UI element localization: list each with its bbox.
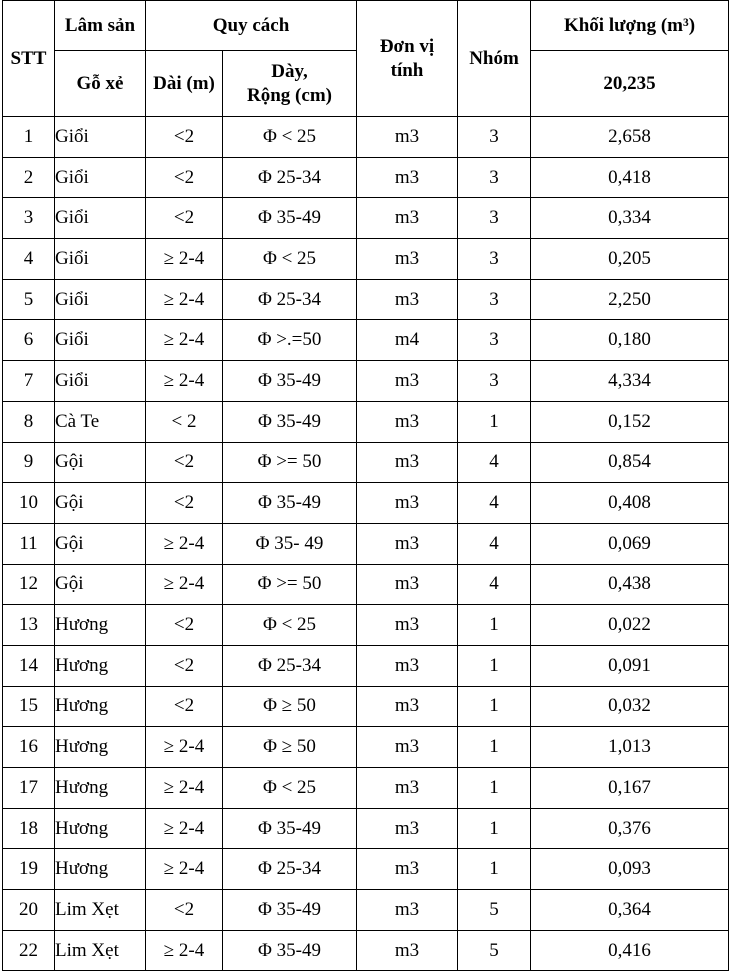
- cell-group: 1: [458, 605, 531, 646]
- header-khoi-luong: Khối lượng (m³): [531, 1, 729, 51]
- cell-group: 3: [458, 239, 531, 280]
- cell-volume: 0,152: [531, 401, 729, 442]
- cell-diameter: Φ 35- 49: [223, 523, 357, 564]
- cell-length: <2: [146, 442, 223, 483]
- cell-diameter: Φ 25-34: [223, 279, 357, 320]
- cell-unit: m3: [357, 564, 458, 605]
- cell-diameter: Φ 35-49: [223, 930, 357, 971]
- cell-diameter: Φ 35-49: [223, 198, 357, 239]
- table-row: [3, 483, 729, 524]
- cell-timber-name: Lim Xẹt: [55, 890, 146, 931]
- cell-volume: 0,167: [531, 768, 729, 809]
- cell-unit: m3: [357, 645, 458, 686]
- table-row: [3, 727, 729, 768]
- cell-diameter: Φ 35-49: [223, 361, 357, 402]
- cell-stt: 16: [3, 727, 55, 768]
- cell-length: ≥ 2-4: [146, 808, 223, 849]
- cell-timber-name: Giổi: [55, 279, 146, 320]
- cell-group: 3: [458, 198, 531, 239]
- header-don-vi-line1: Đơn vị: [379, 35, 435, 57]
- cell-unit: m3: [357, 768, 458, 809]
- cell-length: ≥ 2-4: [146, 239, 223, 280]
- table-row: [3, 361, 729, 402]
- cell-length: < 2: [146, 401, 223, 442]
- cell-length: <2: [146, 483, 223, 524]
- table-row: [3, 645, 729, 686]
- cell-diameter: Φ 25-34: [223, 157, 357, 198]
- cell-volume: 2,658: [531, 117, 729, 158]
- cell-stt: 13: [3, 605, 55, 646]
- cell-group: 5: [458, 890, 531, 931]
- cell-stt: 18: [3, 808, 55, 849]
- cell-stt: 2: [3, 157, 55, 198]
- cell-length: <2: [146, 890, 223, 931]
- cell-stt: 8: [3, 401, 55, 442]
- cell-volume: 0,854: [531, 442, 729, 483]
- cell-volume: 2,250: [531, 279, 729, 320]
- cell-unit: m3: [357, 442, 458, 483]
- cell-unit: m3: [357, 239, 458, 280]
- table-row: [3, 849, 729, 890]
- cell-length: ≥ 2-4: [146, 320, 223, 361]
- cell-volume: 0,032: [531, 686, 729, 727]
- cell-unit: m3: [357, 727, 458, 768]
- cell-group: 1: [458, 768, 531, 809]
- table-row: [3, 117, 729, 158]
- cell-diameter: Φ 35-49: [223, 808, 357, 849]
- cell-diameter: Φ ≥ 50: [223, 686, 357, 727]
- cell-group: 1: [458, 686, 531, 727]
- cell-length: <2: [146, 686, 223, 727]
- cell-unit: m3: [357, 483, 458, 524]
- timber-volume-table: [2, 0, 729, 971]
- cell-group: 4: [458, 523, 531, 564]
- cell-group: 3: [458, 157, 531, 198]
- cell-timber-name: Gội: [55, 442, 146, 483]
- table-row: [3, 198, 729, 239]
- cell-diameter: Φ 25-34: [223, 849, 357, 890]
- cell-stt: 9: [3, 442, 55, 483]
- cell-unit: m3: [357, 198, 458, 239]
- cell-group: 5: [458, 930, 531, 971]
- cell-stt: 11: [3, 523, 55, 564]
- cell-volume: 0,416: [531, 930, 729, 971]
- cell-volume: 0,022: [531, 605, 729, 646]
- cell-diameter: Φ < 25: [223, 768, 357, 809]
- cell-diameter: Φ >.=50: [223, 320, 357, 361]
- table-row: [3, 401, 729, 442]
- header-total-volume: 20,235: [531, 51, 729, 117]
- cell-group: 3: [458, 117, 531, 158]
- cell-volume: 0,180: [531, 320, 729, 361]
- cell-diameter: Φ 35-49: [223, 483, 357, 524]
- cell-group: 3: [458, 320, 531, 361]
- header-day-line2: Rộng (cm): [247, 84, 332, 106]
- cell-group: 4: [458, 442, 531, 483]
- cell-length: <2: [146, 645, 223, 686]
- cell-volume: 0,093: [531, 849, 729, 890]
- cell-group: 1: [458, 849, 531, 890]
- header-lam-san: Lâm sản: [55, 1, 146, 51]
- cell-volume: 4,334: [531, 361, 729, 402]
- cell-stt: 5: [3, 279, 55, 320]
- cell-volume: 0,418: [531, 157, 729, 198]
- cell-stt: 4: [3, 239, 55, 280]
- cell-length: ≥ 2-4: [146, 849, 223, 890]
- cell-timber-name: Giổi: [55, 117, 146, 158]
- cell-timber-name: Hương: [55, 605, 146, 646]
- cell-volume: 1,013: [531, 727, 729, 768]
- header-don-vi-tinh: [357, 1, 458, 117]
- table-body: [3, 117, 729, 971]
- cell-stt: 17: [3, 768, 55, 809]
- cell-group: 1: [458, 808, 531, 849]
- table-row: [3, 157, 729, 198]
- cell-length: ≥ 2-4: [146, 564, 223, 605]
- cell-length: <2: [146, 157, 223, 198]
- cell-group: 3: [458, 279, 531, 320]
- cell-diameter: Φ 35-49: [223, 401, 357, 442]
- header-row-1: [3, 1, 729, 51]
- cell-timber-name: Giổi: [55, 239, 146, 280]
- cell-timber-name: Gội: [55, 483, 146, 524]
- cell-diameter: Φ >= 50: [223, 564, 357, 605]
- cell-diameter: Φ 35-49: [223, 890, 357, 931]
- cell-stt: 14: [3, 645, 55, 686]
- table-row: [3, 768, 729, 809]
- cell-timber-name: Giổi: [55, 157, 146, 198]
- cell-stt: 1: [3, 117, 55, 158]
- cell-timber-name: Gội: [55, 564, 146, 605]
- cell-stt: 6: [3, 320, 55, 361]
- cell-length: <2: [146, 198, 223, 239]
- header-day-rong: [223, 51, 357, 117]
- header-dai: Dài (m): [146, 51, 223, 117]
- cell-timber-name: Hương: [55, 768, 146, 809]
- table-row: [3, 523, 729, 564]
- table-row: [3, 279, 729, 320]
- table-row: [3, 564, 729, 605]
- cell-timber-name: Hương: [55, 849, 146, 890]
- cell-stt: 10: [3, 483, 55, 524]
- cell-unit: m3: [357, 401, 458, 442]
- header-quy-cach: Quy cách: [146, 1, 357, 51]
- cell-length: ≥ 2-4: [146, 523, 223, 564]
- cell-volume: 0,438: [531, 564, 729, 605]
- cell-unit: m3: [357, 686, 458, 727]
- cell-length: ≥ 2-4: [146, 279, 223, 320]
- header-go-xe: Gỗ xẻ: [55, 51, 146, 117]
- table-row: [3, 890, 729, 931]
- cell-volume: 0,091: [531, 645, 729, 686]
- table-row: [3, 605, 729, 646]
- cell-unit: m3: [357, 157, 458, 198]
- cell-length: ≥ 2-4: [146, 930, 223, 971]
- cell-unit: m3: [357, 930, 458, 971]
- cell-length: <2: [146, 605, 223, 646]
- cell-diameter: Φ < 25: [223, 239, 357, 280]
- cell-group: 1: [458, 645, 531, 686]
- cell-timber-name: Giổi: [55, 198, 146, 239]
- cell-length: ≥ 2-4: [146, 361, 223, 402]
- cell-timber-name: Giổi: [55, 361, 146, 402]
- table-row: [3, 930, 729, 971]
- cell-timber-name: Cà Te: [55, 401, 146, 442]
- cell-timber-name: Hương: [55, 645, 146, 686]
- cell-diameter: Φ < 25: [223, 117, 357, 158]
- cell-timber-name: Hương: [55, 808, 146, 849]
- cell-unit: m3: [357, 605, 458, 646]
- cell-group: 4: [458, 564, 531, 605]
- cell-group: 4: [458, 483, 531, 524]
- cell-stt: 15: [3, 686, 55, 727]
- cell-unit: m3: [357, 117, 458, 158]
- cell-length: <2: [146, 117, 223, 158]
- table-row: [3, 686, 729, 727]
- cell-stt: 3: [3, 198, 55, 239]
- cell-stt: 20: [3, 890, 55, 931]
- cell-stt: 12: [3, 564, 55, 605]
- cell-timber-name: Lim Xẹt: [55, 930, 146, 971]
- table-row: [3, 320, 729, 361]
- cell-timber-name: Hương: [55, 686, 146, 727]
- header-don-vi-line2: tính: [390, 59, 424, 81]
- cell-group: 3: [458, 361, 531, 402]
- cell-unit: m3: [357, 890, 458, 931]
- cell-stt: 19: [3, 849, 55, 890]
- cell-diameter: Φ >= 50: [223, 442, 357, 483]
- cell-length: ≥ 2-4: [146, 768, 223, 809]
- table-row: [3, 808, 729, 849]
- cell-diameter: Φ 25-34: [223, 645, 357, 686]
- cell-group: 1: [458, 401, 531, 442]
- cell-stt: 7: [3, 361, 55, 402]
- cell-volume: 0,364: [531, 890, 729, 931]
- header-nhom: Nhóm: [458, 1, 531, 117]
- cell-volume: 0,205: [531, 239, 729, 280]
- cell-unit: m4: [357, 320, 458, 361]
- cell-timber-name: Giổi: [55, 320, 146, 361]
- header-day-line1: Dày,: [271, 60, 308, 82]
- cell-unit: m3: [357, 808, 458, 849]
- cell-group: 1: [458, 727, 531, 768]
- header-stt: STT: [3, 1, 55, 117]
- table-row: [3, 442, 729, 483]
- cell-length: ≥ 2-4: [146, 727, 223, 768]
- cell-volume: 0,069: [531, 523, 729, 564]
- table-row: [3, 239, 729, 280]
- cell-timber-name: Gội: [55, 523, 146, 564]
- cell-unit: m3: [357, 523, 458, 564]
- cell-volume: 0,334: [531, 198, 729, 239]
- cell-stt: 22: [3, 930, 55, 971]
- cell-diameter: Φ < 25: [223, 605, 357, 646]
- cell-unit: m3: [357, 849, 458, 890]
- cell-timber-name: Hương: [55, 727, 146, 768]
- cell-unit: m3: [357, 361, 458, 402]
- cell-unit: m3: [357, 279, 458, 320]
- cell-volume: 0,376: [531, 808, 729, 849]
- cell-volume: 0,408: [531, 483, 729, 524]
- cell-diameter: Φ ≥ 50: [223, 727, 357, 768]
